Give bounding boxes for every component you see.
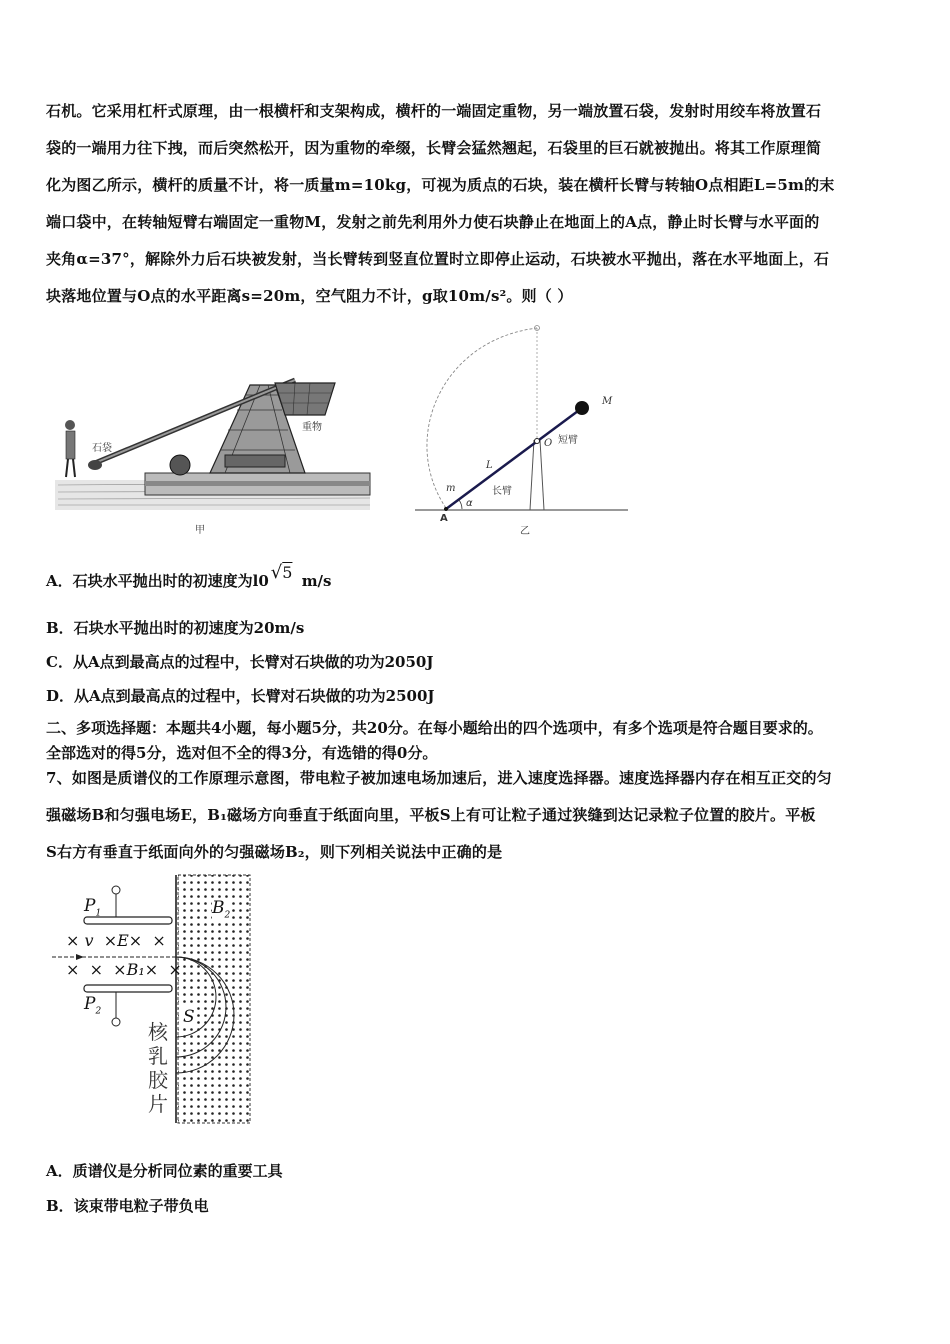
soldier-leg-right: [73, 459, 75, 477]
label-weight: 重物: [302, 422, 322, 433]
P1-terminal: [112, 886, 120, 894]
plate-P2: [84, 985, 172, 992]
film-char-1: 核: [148, 1020, 168, 1044]
counterweight-basket: [275, 383, 335, 415]
B2-sub: 2: [224, 910, 231, 921]
label-stone-bag: 石袋: [92, 443, 112, 454]
sqrt-sign: √: [270, 562, 283, 583]
pivot-O: [535, 439, 540, 444]
option-6A-text: A．石块水平抛出时的初速度为l0: [46, 572, 269, 590]
soldier-leg-left: [66, 459, 68, 477]
option-6B[interactable]: B．石块水平抛出时的初速度为20m/s: [46, 619, 305, 637]
option-7B[interactable]: B．该束带电粒子带负电: [46, 1197, 209, 1215]
label-P2: [84, 994, 101, 1016]
option-6D[interactable]: D．从A点到最高点的过程中，长臂对石块做的功为2500J: [46, 687, 435, 705]
problem6-line-6: 块落地位置与O点的水平距离s=20m，空气阻力不计，g取10m/s²。则（ ）: [46, 287, 573, 305]
label-m: m: [446, 483, 456, 494]
trebuchet-schematic: [410, 320, 640, 540]
option-6A[interactable]: [46, 562, 332, 590]
label-short-arm: 短臂: [558, 435, 578, 446]
sqrt-radicand: 5: [282, 563, 293, 582]
film-char-2: 乳: [148, 1044, 168, 1068]
stone-point-A: [444, 507, 448, 511]
label-O: O: [544, 438, 553, 449]
P1-letter: P: [84, 896, 96, 916]
caption-yi: 乙: [520, 526, 530, 537]
caption-jia: 甲: [195, 525, 205, 536]
schematic-drawing: [410, 320, 640, 540]
stone-bag: [88, 460, 102, 470]
P1-sub: 1: [95, 908, 102, 919]
B2-letter: B: [212, 898, 225, 918]
option-7A[interactable]: A．质谱仪是分析同位素的重要工具: [46, 1162, 283, 1180]
label-L: L: [486, 460, 493, 471]
angle-arc: [459, 500, 462, 509]
problem7-line-2: 强磁场B和匀强电场E，B₁磁场方向垂直于纸面向里，平板S上有可让粒子通过狭缝到达记录粒子位置的胶片。平板: [46, 806, 816, 824]
option-6A-unit: m/s: [301, 572, 332, 590]
problem6-line-2: 袋的一端用力往下拽，而后突然松开，因为重物的牵缀，长臂会猛然翘起，石袋里的巨石就被抛出。将其工作原理简: [46, 139, 822, 157]
base-beam: [145, 481, 370, 486]
winch-drum: [170, 455, 190, 475]
label-alpha: α: [466, 498, 473, 509]
P2-sub: 2: [95, 1006, 102, 1017]
problem6-line-4: 端口袋中，在转轴短臂右端固定一重物M，发射之前先利用外力使石块静止在地面上的A点，静止时长臂与水平面的: [46, 213, 820, 231]
film-char-3: 胶: [148, 1068, 168, 1092]
windlass: [225, 455, 285, 467]
field-row-1: × v ×E× ×: [66, 931, 166, 950]
label-long-arm: 长臂: [492, 486, 512, 497]
label-S: S: [183, 1007, 195, 1027]
section2-line-1: 二、多项选择题：本题共4小题，每小题5分，共20分。在每小题给出的四个选项中，有多个选项是符合题目要求的。: [46, 719, 823, 737]
problem6-line-5: 夹角α=37°，解除外力后石块被发射，当长臂转到竖直位置时立即停止运动，石块被水平抛出，落在水平地面上，石: [46, 250, 830, 268]
soldier-body: [66, 431, 75, 459]
problem6-line-3: 化为图乙所示，横杆的质量不计，将一质量m=10kg，可视为质点的石块，装在横杆长臂与转轴O点相距L=5m的末: [46, 176, 835, 194]
support-left: [530, 440, 534, 510]
soldier-head: [65, 420, 75, 430]
label-B2: [212, 898, 230, 920]
field-row-2: × × ×B₁× ×: [66, 960, 182, 979]
label-P1: [84, 896, 101, 918]
section2-line-2: 全部选对的得5分，选对但不全的得3分，有选错的得0分。: [46, 744, 438, 762]
trebuchet-illustration: [50, 355, 380, 535]
section2-heading: [46, 716, 916, 766]
problem7-stem: [46, 760, 906, 871]
mass-spectrometer-figure: [48, 872, 258, 1127]
counterweight-M: [575, 401, 589, 415]
problem6-line-1: 石机。它采用杠杆式原理，由一根横杆和支架构成，横杆的一端固定重物，另一端放置石袋，发射时用绞车将放置石: [46, 102, 822, 120]
problem6-stem: [46, 93, 906, 315]
support-right: [540, 440, 544, 510]
problem7-line-1: 7、如图是质谱仪的工作原理示意图，带电粒子被加速电场加速后，进入速度选择器。速度选择器内存在相互正交的匀: [46, 769, 832, 787]
P2-letter: P: [84, 994, 96, 1014]
film-char-4: 片: [148, 1092, 168, 1116]
label-M: M: [602, 396, 613, 407]
film-label: [148, 1020, 168, 1116]
option-6C[interactable]: C．从A点到最高点的过程中，长臂对石块做的功为2050J: [46, 653, 434, 671]
lever-arm: [446, 408, 582, 509]
P2-terminal: [112, 1018, 120, 1026]
label-A: A: [440, 513, 448, 524]
problem7-line-3: S右方有垂直于纸面向外的匀强磁场B₂，则下列相关说法中正确的是: [46, 843, 503, 861]
